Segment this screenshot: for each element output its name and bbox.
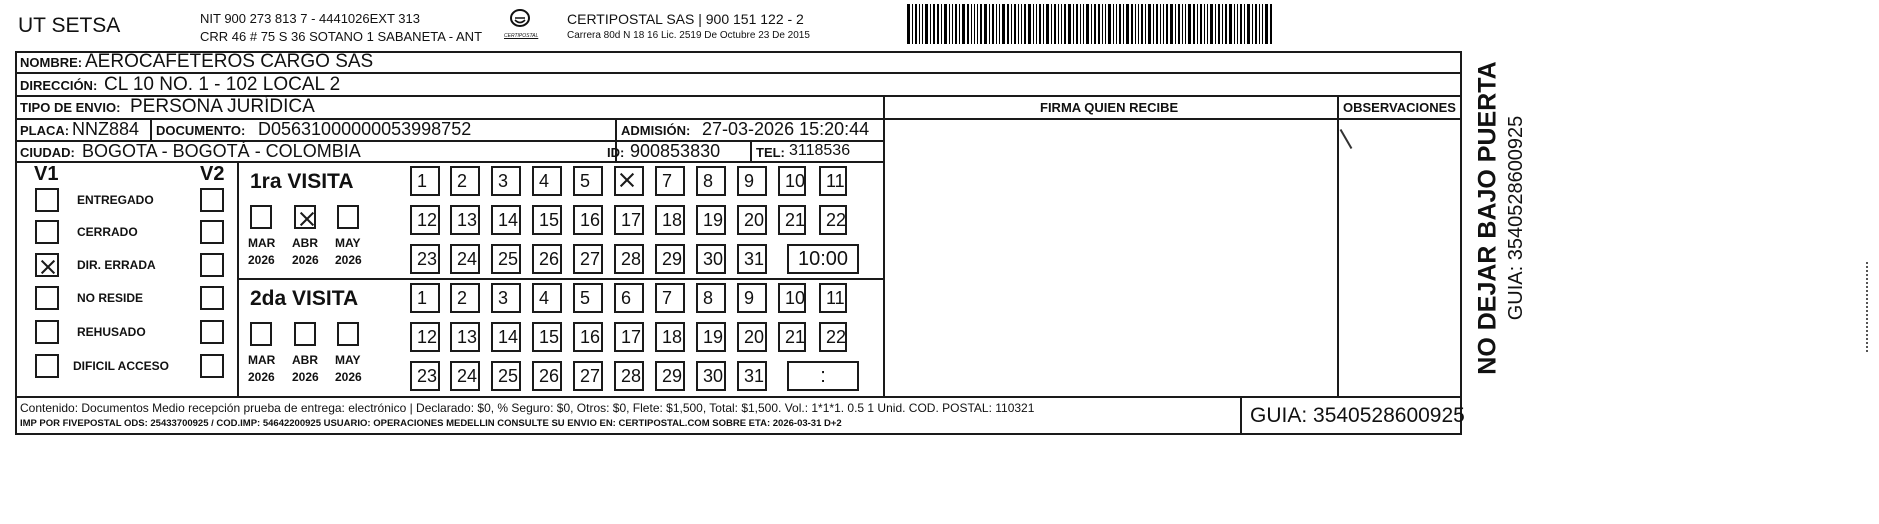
day-box[interactable]: 23 [410, 244, 440, 274]
status-label: DIR. ERRADA [77, 258, 156, 272]
day-box[interactable]: 19 [696, 322, 726, 352]
status-label: CERRADO [77, 225, 138, 239]
observaciones-label: OBSERVACIONES [1343, 100, 1456, 115]
day-box[interactable]: 14 [491, 322, 521, 352]
month-checkbox[interactable] [294, 205, 316, 229]
day-box[interactable]: 18 [655, 322, 685, 352]
day-box[interactable]: 15 [532, 322, 562, 352]
day-box[interactable]: 19 [696, 205, 726, 235]
day-box[interactable]: 15 [532, 205, 562, 235]
firma-label: FIRMA QUIEN RECIBE [1040, 100, 1179, 115]
day-box[interactable]: 7 [655, 166, 685, 196]
day-box[interactable]: 14 [491, 205, 521, 235]
certipostal-name: CERTIPOSTAL SAS | 900 151 122 - 2 [567, 11, 804, 27]
v2-checkbox[interactable] [200, 354, 224, 378]
month-checkbox[interactable] [337, 322, 359, 346]
year-label: 2026 [335, 370, 362, 384]
day-box[interactable]: 10 [778, 283, 806, 313]
day-box[interactable]: 8 [696, 283, 726, 313]
month-label: ABR [292, 236, 318, 250]
status-label: ENTREGADO [77, 193, 154, 207]
certipostal-address: Carrera 80d N 18 16 Lic. 2519 De Octubre 23 De 2015 [567, 30, 810, 41]
year-label: 2026 [335, 253, 362, 267]
id-label: ID: [607, 145, 625, 160]
day-box[interactable]: 10 [778, 166, 806, 196]
day-box[interactable]: 11 [819, 283, 847, 313]
year-label: 2026 [292, 370, 319, 384]
day-box[interactable]: 30 [696, 361, 726, 391]
edge-marks [1866, 262, 1868, 352]
day-box[interactable]: 13 [450, 322, 480, 352]
month-label: MAR [248, 236, 276, 250]
admision-value: 27-03-2026 15:20:44 [702, 119, 870, 139]
placa-label: PLACA: [20, 123, 70, 138]
status-label: DIFICIL ACCESO [73, 359, 170, 373]
day-box[interactable]: 31 [737, 361, 767, 391]
id-value: 900853830 [630, 141, 721, 161]
year-label: 2026 [292, 253, 319, 267]
day-box[interactable]: 26 [532, 244, 562, 274]
v2-checkbox[interactable] [200, 320, 224, 344]
direccion-label: DIRECCIÓN: [20, 78, 98, 93]
day-box[interactable]: 31 [737, 244, 767, 274]
day-box[interactable]: 6 [614, 283, 644, 313]
day-box[interactable]: 18 [655, 205, 685, 235]
side-guia: GUIA: 3540528600925 [1505, 115, 1527, 321]
certipostal-logo-icon [504, 8, 539, 44]
day-box[interactable]: 1 [410, 166, 440, 196]
v1-checkbox[interactable] [35, 253, 59, 277]
day-box[interactable]: 22 [819, 205, 847, 235]
direccion-value: CL 10 NO. 1 - 102 LOCAL 2 [104, 74, 341, 95]
v1-checkbox[interactable] [35, 354, 59, 378]
footer-imp: IMP POR FIVEPOSTAL ODS: 25433700925 / COD.IMP: 54642200925 USUARIO: OPERACIONES MEDELLIN CONSULTE SU ENVIO EN: CERTIPOSTAL.COM SOBRE ETA: 2026-03-31 D+2 [20, 418, 842, 429]
day-box[interactable]: 28 [614, 244, 644, 274]
day-box[interactable]: 30 [696, 244, 726, 274]
tel-label: TEL: [756, 145, 785, 160]
day-box[interactable]: 12 [410, 205, 440, 235]
status-label: REHUSADO [77, 325, 146, 339]
month-label: MAR [248, 353, 276, 367]
ciudad-label: CIUDAD: [20, 145, 75, 160]
visit-title: 1ra VISITA [250, 170, 354, 193]
day-box[interactable]: 7 [655, 283, 685, 313]
day-box[interactable]: 16 [573, 322, 603, 352]
status-label: NO RESIDE [77, 291, 144, 305]
day-box[interactable]: 5 [573, 166, 603, 196]
day-box[interactable]: 2 [450, 166, 480, 196]
day-box[interactable]: 11 [819, 166, 847, 196]
visit-title: 2da VISITA [250, 287, 359, 310]
day-box[interactable]: 17 [614, 322, 644, 352]
month-checkbox[interactable] [337, 205, 359, 229]
year-label: 2026 [248, 370, 275, 384]
footer-contenido: Contenido: Documentos Medio recepción prueba de entrega: electrónico | Declarado: $0, % Seguro: $0, Otros: $0, Flete: $1,500, Total: $1,500. Vol.: 1*1*1. 0.5 1 Unid. COD. POSTAL: 110321 [20, 401, 1035, 415]
v2-checkbox[interactable] [200, 286, 224, 310]
day-box[interactable]: 29 [655, 244, 685, 274]
v1-checkbox[interactable] [35, 320, 59, 344]
day-box[interactable]: 1 [410, 283, 440, 313]
day-box[interactable]: 20 [737, 205, 767, 235]
day-box[interactable]: 24 [450, 244, 480, 274]
day-box[interactable]: 3 [491, 166, 521, 196]
v2-checkbox[interactable] [200, 188, 224, 212]
day-box[interactable]: 17 [614, 205, 644, 235]
day-box[interactable]: 22 [819, 322, 847, 352]
nombre-label: NOMBRE: [20, 55, 83, 70]
day-box[interactable]: 16 [573, 205, 603, 235]
month-label: MAY [335, 236, 361, 250]
day-box[interactable]: 23 [410, 361, 440, 391]
month-label: MAY [335, 353, 361, 367]
admision-label: ADMISIÓN: [621, 123, 691, 138]
v1-checkbox[interactable] [35, 188, 59, 212]
day-box[interactable]: 8 [696, 166, 726, 196]
ciudad-value: BOGOTA - BOGOTÁ - COLOMBIA [82, 141, 361, 161]
day-box[interactable]: 12 [410, 322, 440, 352]
month-checkbox[interactable] [294, 322, 316, 346]
day-box[interactable]: 28 [614, 361, 644, 391]
tel-value: 3118536 [789, 142, 851, 159]
day-box[interactable]: 29 [655, 361, 685, 391]
day-box[interactable]: 21 [778, 205, 806, 235]
tipo-envio-label: TIPO DE ENVIO: [20, 100, 121, 115]
month-label: ABR [292, 353, 318, 367]
day-box[interactable]: 27 [573, 244, 603, 274]
day-box[interactable]: 5 [573, 283, 603, 313]
nombre-value: AEROCAFETEROS CARGO SAS [85, 51, 374, 72]
day-box[interactable]: 26 [532, 361, 562, 391]
day-box[interactable]: 24 [450, 361, 480, 391]
placa-value: NNZ884 [72, 119, 140, 139]
day-box[interactable]: 27 [573, 361, 603, 391]
month-checkbox[interactable] [250, 322, 272, 346]
day-box[interactable]: 4 [532, 283, 562, 313]
company-address: CRR 46 # 75 S 36 SOTANO 1 SABANETA - ANT [200, 29, 483, 44]
day-box[interactable]: 3 [491, 283, 521, 313]
day-box[interactable]: 13 [450, 205, 480, 235]
documento-value: D05631000000053998752 [258, 119, 472, 139]
day-box[interactable]: 25 [491, 244, 521, 274]
v1-checkbox[interactable] [35, 286, 59, 310]
day-box[interactable]: 4 [532, 166, 562, 196]
side-no-dejar: NO DEJAR BAJO PUERTA [1473, 61, 1502, 375]
company-nit: NIT 900 273 813 7 - 4441026EXT 313 [200, 11, 420, 26]
v1-checkbox[interactable] [35, 220, 59, 244]
certipostal-logo-text: CERTIPOSTAL [504, 33, 539, 39]
v1-header: V1 [34, 163, 59, 185]
company-name: UT SETSA [18, 14, 121, 37]
day-box[interactable]: 25 [491, 361, 521, 391]
footer-guia: GUIA: 3540528600925 [1250, 404, 1465, 427]
day-box[interactable]: 9 [737, 166, 767, 196]
v2-checkbox[interactable] [200, 220, 224, 244]
v2-checkbox[interactable] [200, 253, 224, 277]
day-box[interactable]: 2 [450, 283, 480, 313]
time-box[interactable]: 10:00 [787, 244, 859, 274]
day-box[interactable]: 20 [737, 322, 767, 352]
day-box[interactable]: 9 [737, 283, 767, 313]
tipo-envio-value: PERSONA JURÍDICA [130, 96, 315, 117]
documento-label: DOCUMENTO: [156, 123, 246, 138]
time-box[interactable]: : [787, 361, 859, 391]
year-label: 2026 [248, 253, 275, 267]
barcode [907, 4, 1272, 44]
month-checkbox[interactable] [250, 205, 272, 229]
day-box[interactable] [614, 166, 644, 196]
day-box[interactable]: 21 [778, 322, 806, 352]
v2-header: V2 [200, 163, 225, 185]
